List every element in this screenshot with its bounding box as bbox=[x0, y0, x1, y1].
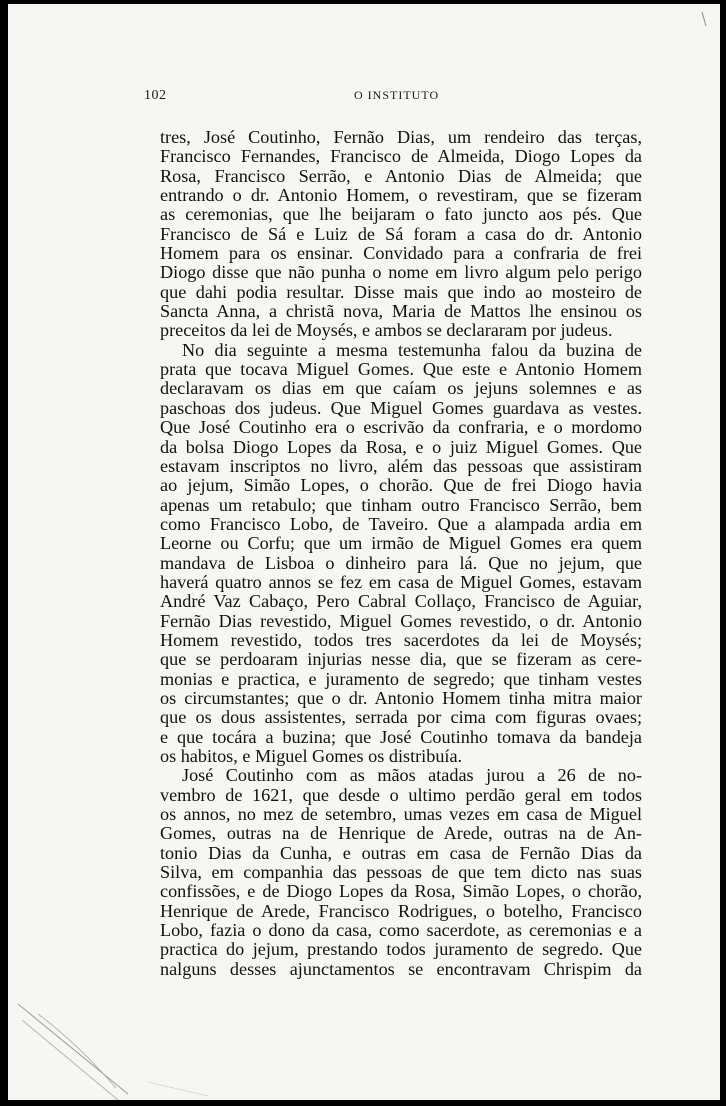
text-line: Que José Coutinho era o escrivão da confraria, e o mordomo bbox=[160, 417, 642, 438]
text-line: tonio Dias da Cunha, e outras em casa de Fernão Dias da bbox=[160, 842, 642, 863]
text-line: entrando o dr. Antonio Homem, o revestiram, que se fizeram bbox=[160, 185, 642, 206]
text-line: que se perdoaram injurias nesse dia, que se fizeram as cere- bbox=[160, 649, 642, 670]
text-line: e que tocára a buzina; que José Coutinho tomava da bandeja bbox=[160, 726, 642, 747]
text-line: tres, José Coutinho, Fernão Dias, um rendeiro das terças, bbox=[160, 127, 642, 147]
text-line: Lobo, fazia o dono da casa, como sacerdote, as ceremonias e a bbox=[160, 920, 642, 941]
text-line: que dahi podia resultar. Disse mais que indo ao mosteiro de bbox=[160, 281, 642, 302]
page-number: 102 bbox=[144, 88, 167, 103]
text-line: Homem para os ensinar. Convidado para a confraria de frei bbox=[160, 243, 642, 264]
text-line: ao jejum, Simão Lopes, o chorão. Que de frei Diogo havia bbox=[160, 475, 642, 496]
text-line: José Coutinho com as mãos atadas jurou a 26 de no- bbox=[182, 765, 642, 786]
text-line: paschoas dos judeus. Que Miguel Gomes guardava as vestes. bbox=[160, 397, 642, 418]
text-line: Francisco Fernandes, Francisco de Almeida, Diogo Lopes da bbox=[160, 146, 642, 167]
text-line: confissões, e de Diogo Lopes da Rosa, Simão Lopes, o chorão, bbox=[160, 881, 642, 902]
scan-artifact-top-right bbox=[640, 4, 720, 44]
text-line: as ceremonias, que lhe beijaram o fato juncto aos pés. Que bbox=[160, 204, 642, 225]
text-line: Henrique de Arede, Francisco Rodrigues, o botelho, Francisco bbox=[160, 900, 642, 921]
body-text bbox=[160, 128, 642, 979]
running-title: O INSTITUTO bbox=[354, 88, 440, 102]
text-line: monias e practica, e juramento de segredo; que tinham vestes bbox=[160, 668, 642, 689]
text-line: haverá quatro annos se fez em casa de Miguel Gomes, estavam bbox=[160, 571, 642, 592]
text-line: nalguns desses ajunctamentos se encontravam Chrispim da bbox=[160, 958, 642, 979]
text-line: Sancta Anna, a christã nova, Maria de Mattos lhe ensinou os bbox=[160, 301, 642, 322]
scanned-page bbox=[8, 4, 720, 1100]
running-header bbox=[144, 88, 634, 108]
text-line: os habitos, e Miguel Gomes os distribuía. bbox=[160, 746, 463, 766]
text-line: Diogo disse que não punha o nome em livro algum pelo perigo bbox=[160, 262, 642, 283]
text-line: prata que tocava Miguel Gomes. Que este e Antonio Homem bbox=[160, 359, 642, 380]
text-line: os annos, no mez de setembro, umas vezes em casa de Miguel bbox=[160, 804, 642, 825]
text-line: estavam inscriptos no livro, além das pessoas que assistiram bbox=[160, 455, 642, 476]
text-line: preceitos da lei de Moysés, e ambos se declararam por judeus. bbox=[160, 320, 613, 341]
text-line: da bolsa Diogo Lopes da Rosa, e o juiz Miguel Gomes. Que bbox=[160, 436, 642, 457]
text-line: que os dous assistentes, serrada por cima com figuras ovaes; bbox=[160, 707, 642, 728]
scan-artifact-corner bbox=[8, 964, 228, 1100]
text-line: apenas um retabulo; que tinham outro Francisco Serrão, bem bbox=[160, 494, 642, 515]
text-line: André Vaz Cabaço, Pero Cabral Collaço, Francisco de Aguiar, bbox=[160, 591, 642, 612]
text-line: vembro de 1621, que desde o ultimo perdão geral em todos bbox=[160, 784, 642, 805]
text-line: Francisco de Sá e Luiz de Sá foram a casa do dr. Antonio bbox=[160, 223, 642, 244]
text-line: como Francisco Lobo, de Taveiro. Que a alampada ardia em bbox=[160, 513, 642, 534]
text-line: mandava de Lisboa o dinheiro para lá. Que no jejum, que bbox=[160, 552, 642, 573]
text-line: Rosa, Francisco Serrão, e Antonio Dias de Almeida; que bbox=[160, 165, 642, 186]
text-line: No dia seguinte a mesma testemunha falou da buzina de bbox=[182, 339, 642, 360]
text-line: practica do jejum, prestando todos juramento de segredo. Que bbox=[160, 939, 642, 960]
text-line: declaravam os dias em que caíam os jejuns solemnes e as bbox=[160, 378, 642, 399]
text-line: Fernão Dias revestido, Miguel Gomes revestido, o dr. Antonio bbox=[160, 610, 642, 631]
text-line: Leorne ou Corfu; que um irmão de Miguel Gomes era quem bbox=[160, 533, 642, 554]
text-line: Silva, em companhia das pessoas de que tem dicto nas suas bbox=[160, 862, 642, 883]
text-line: Gomes, outras na de Henrique de Arede, outras na de An- bbox=[160, 823, 642, 844]
text-line: Homem revestido, todos tres sacerdotes da lei de Moysés; bbox=[160, 629, 642, 650]
text-line: os circumstantes; que o dr. Antonio Homem tinha mitra maior bbox=[160, 687, 642, 708]
